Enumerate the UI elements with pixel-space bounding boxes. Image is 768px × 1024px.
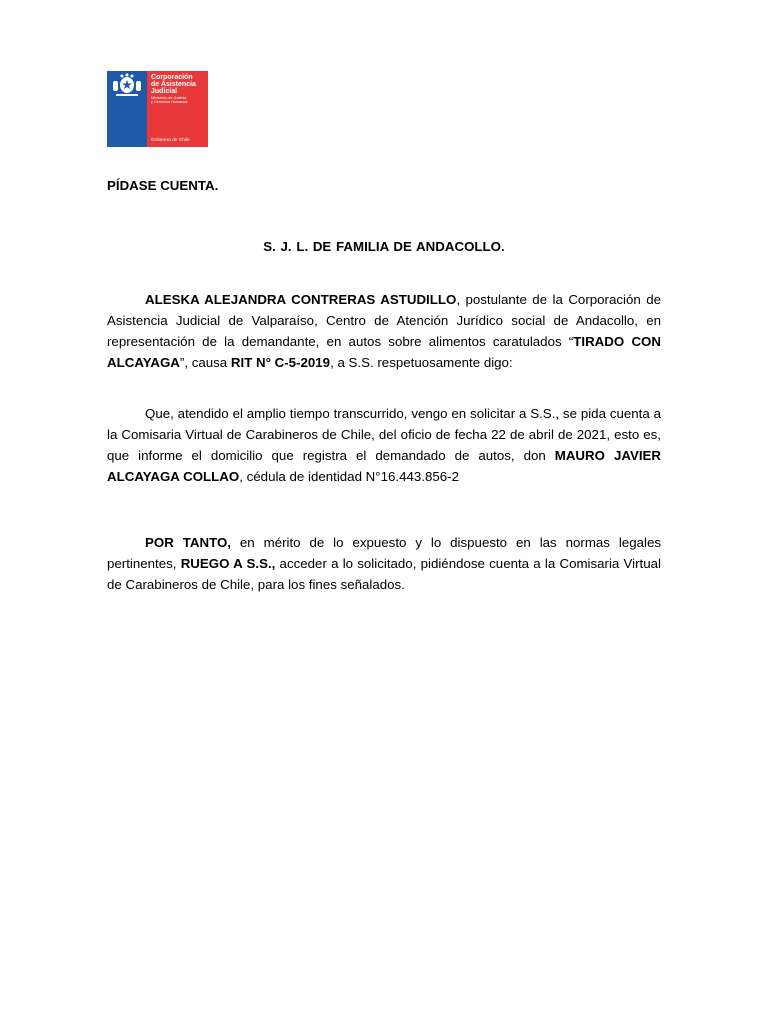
paragraph3-text-2: acceder a lo solicitado, pidiéndose cuenta a la Comisaria Virtual de Carabineros de Chile, para los fines señalados.	[107, 556, 661, 592]
paragraph3-text-1: en mérito de lo expuesto y lo dispuesto en las normas legales pertinentes,	[107, 535, 661, 571]
logo-title-line-3: Judicial	[151, 88, 178, 95]
court-heading: S. J. L. DE FAMILIA DE ANDACOLLO.	[263, 239, 505, 254]
logo-subtitle-line-2: y Derechos Humanos	[151, 100, 188, 105]
logo-blue-panel	[107, 71, 147, 147]
corporacion-logo	[107, 71, 208, 147]
paragraph1-text-1: , postulante de la Corporación de Asistencia Judicial de Valparaíso, Centro de Atención Jurídico social de Andacollo, en representación de la demandante, en autos sobre alimentos caratulados “	[107, 292, 662, 349]
defendant-name: MAURO JAVIER ALCAYAGA COLLAO	[107, 448, 662, 484]
case-name: TIRADO CON ALCAYAGA	[107, 334, 661, 370]
paragraph1-text-3: , a S.S. respetuosamente digo:	[330, 355, 513, 370]
logo-subtitle	[151, 96, 188, 104]
petitioner-name: ALESKA ALEJANDRA CONTRERAS ASTUDILLO	[145, 292, 457, 307]
paragraph-request	[107, 403, 661, 487]
pidase-cuenta-heading: PÍDASE CUENTA.	[107, 178, 219, 193]
logo-title-line-1: Corporación	[151, 74, 193, 81]
logo-title	[151, 74, 196, 95]
paragraph1-text-2: ”, causa	[179, 355, 231, 370]
paragraph-petition	[107, 532, 661, 595]
logo-red-panel	[147, 71, 208, 147]
paragraph2-text-2: , cédula de identidad N°16.443.856-2	[239, 469, 459, 484]
paragraph-presentation	[107, 289, 661, 373]
ruego-a-ss: RUEGO A S.S.,	[180, 556, 276, 571]
logo-footer: Gobierno de Chile	[151, 138, 190, 143]
chile-coat-of-arms-icon	[108, 72, 146, 100]
por-tanto: POR TANTO,	[145, 535, 231, 550]
paragraph2-text-1: Que, atendido el amplio tiempo transcurrido, vengo en solicitar a S.S., se pida cuenta a la Comisaria Virtual de Carabineros de Chile, del oficio de fecha 22 de abril de 2021, esto es, que informe el domicilio que registra el demandado de autos, don	[107, 406, 661, 463]
case-rit: RIT N° C-5-2019	[230, 355, 331, 370]
logo-subtitle-line-1: Ministerio de Justicia	[151, 96, 187, 100]
logo-title-line-2: de Asistencia	[151, 81, 196, 88]
